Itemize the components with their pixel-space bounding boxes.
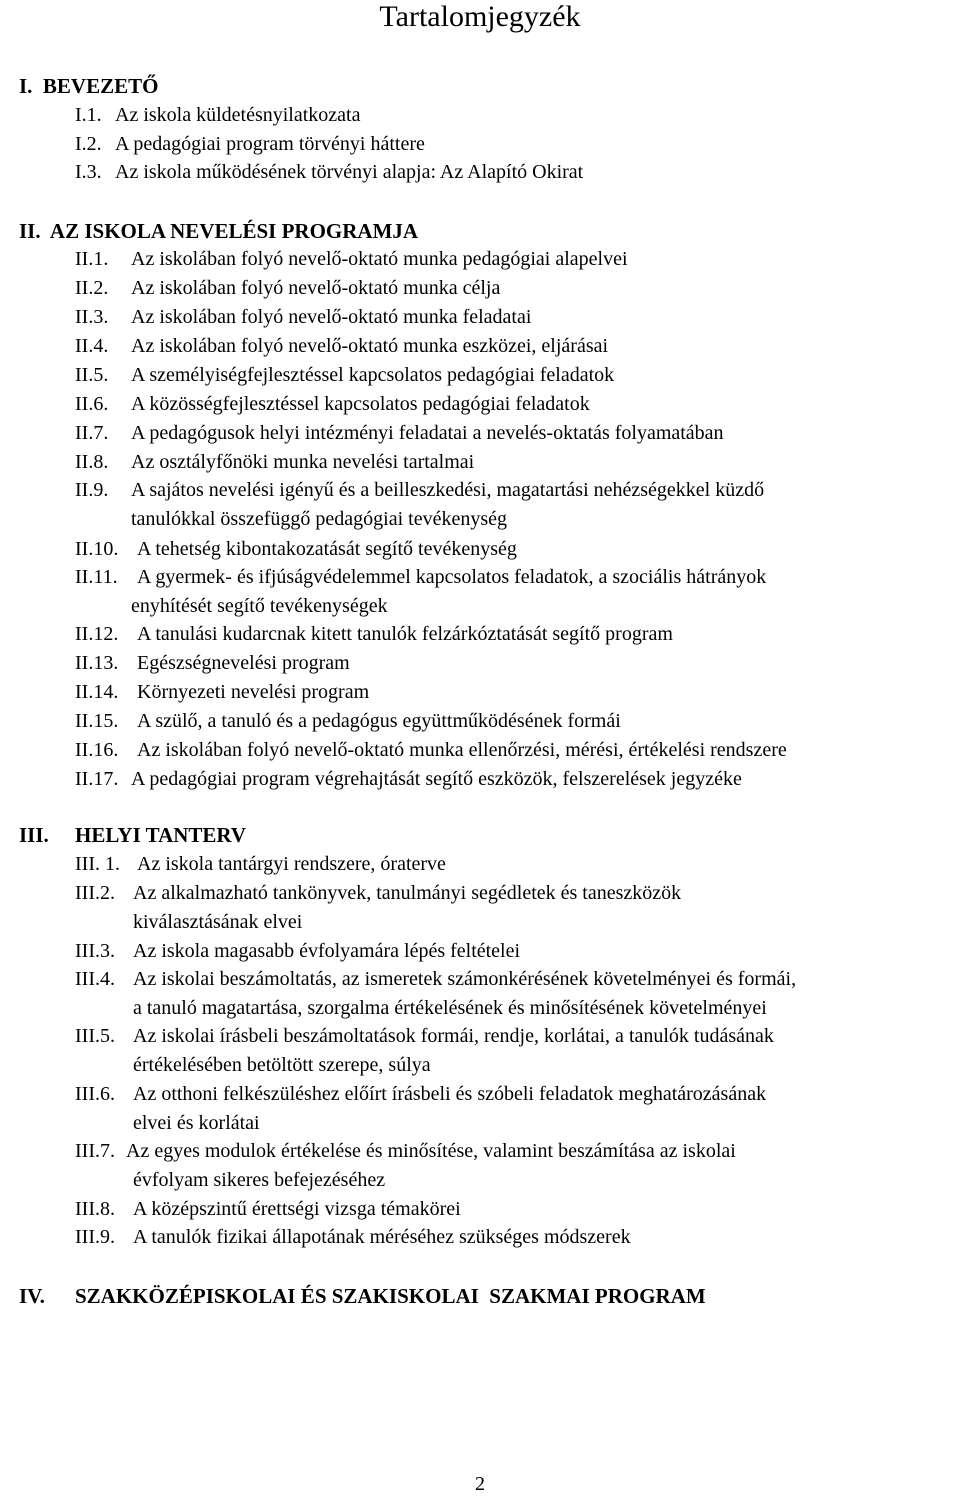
entry-text: Az iskolában folyó nevelő-oktató munka célja — [131, 277, 501, 299]
toc-entry[interactable] — [75, 707, 955, 736]
entry-number: II.14. — [75, 681, 119, 703]
toc-entry[interactable] — [75, 736, 955, 765]
entry-text: Az iskolai írásbeli beszámoltatások formái, rendje, korlátai, a tanulók tudásának — [133, 1025, 774, 1047]
entry-number: II.7. — [75, 422, 109, 444]
section-title-2: II. AZ ISKOLA NEVELÉSI PROGRAMJA — [19, 219, 419, 243]
entry-number: II.9. — [75, 479, 109, 501]
entry-number: III.4. — [75, 968, 115, 990]
entry-text: A sajátos nevelési igényű és a beilleszkedési, magatartási nehézségekkel küzdő — [131, 479, 765, 501]
entry-number: II.5. — [75, 364, 109, 386]
entry-text: Az iskola tantárgyi rendszere, óraterve — [137, 853, 446, 875]
entry-text: A tanulási kudarcnak kitett tanulók felzárkóztatását segítő program — [137, 623, 673, 645]
entry-text: Az iskolai beszámoltatás, az ismeretek számonkérésének követelményei és formái, — [133, 968, 797, 990]
toc-entry[interactable] — [75, 1137, 955, 1195]
toc-entry[interactable] — [75, 850, 955, 879]
toc-entry[interactable] — [75, 448, 955, 477]
toc-entry[interactable] — [75, 1022, 955, 1080]
toc-entry[interactable] — [75, 965, 955, 1023]
toc-entry[interactable] — [75, 476, 955, 534]
toc-entry[interactable] — [75, 765, 955, 794]
entry-number: III.7. — [75, 1140, 115, 1162]
entry-number: II.10. — [75, 538, 119, 560]
toc-entry[interactable] — [75, 274, 955, 303]
entry-number: III.3. — [75, 940, 115, 962]
entry-text: Az iskolában folyó nevelő-oktató munka ellenőrzési, mérési, értékelési rendszere — [137, 739, 787, 761]
entry-text: Az iskola küldetésnyilatkozata — [115, 104, 361, 126]
toc-entry[interactable] — [75, 245, 955, 274]
entry-number: III.5. — [75, 1025, 115, 1047]
entry-number: I.2. — [75, 133, 102, 155]
entry-text-continued: elvei és korlátai — [133, 1112, 260, 1134]
entry-text: A gyermek- és ifjúságvédelemmel kapcsolatos feladatok, a szociális hátrányok — [137, 566, 767, 588]
toc-entry[interactable] — [75, 879, 955, 937]
entry-number: II.13. — [75, 652, 119, 674]
entry-text-continued: a tanuló magatartása, szorgalma értékelésének és minősítésének követelményei — [133, 997, 767, 1019]
entry-text: A középszintű érettségi vizsga témakörei — [133, 1198, 461, 1220]
entry-text: Az alkalmazható tankönyvek, tanulmányi segédletek és taneszközök — [133, 882, 682, 904]
toc-entry[interactable] — [75, 620, 955, 649]
entry-text: Környezeti nevelési program — [137, 681, 370, 703]
entry-number: II.17. — [75, 768, 119, 790]
entry-text: Az iskolában folyó nevelő-oktató munka pedagógiai alapelvei — [131, 248, 628, 270]
entry-number: III.2. — [75, 882, 115, 904]
entry-number: III.8. — [75, 1198, 115, 1220]
entry-number: I.1. — [75, 104, 102, 126]
section-title-4: SZAKKÖZÉPISKOLAI ÉS SZAKISKOLAI SZAKMAI PROGRAM — [75, 1284, 706, 1308]
entry-number: II.3. — [75, 306, 109, 328]
entry-text-continued: tanulókkal összefüggő pedagógiai tevékenység — [131, 508, 507, 530]
entry-text: Az egyes modulok értékelése és minősítése, valamint beszámítása az iskolai — [126, 1140, 736, 1162]
toc-entry[interactable] — [75, 535, 955, 564]
entry-number: III. 1. — [75, 853, 120, 875]
entry-text-continued: enyhítését segítő tevékenységek — [131, 595, 388, 617]
toc-entry[interactable] — [75, 1080, 955, 1138]
entry-number: II.4. — [75, 335, 109, 357]
section-numeral-3: III. — [19, 823, 49, 847]
toc-entry[interactable] — [75, 332, 955, 361]
entry-number: II.8. — [75, 451, 109, 473]
entry-number: II.15. — [75, 710, 119, 732]
toc-entry[interactable] — [75, 130, 955, 159]
toc-entry[interactable] — [75, 1195, 955, 1224]
entry-text: A tehetség kibontakozatását segítő tevékenység — [137, 538, 517, 560]
entry-text: Az iskolában folyó nevelő-oktató munka feladatai — [131, 306, 532, 328]
toc-entry[interactable] — [75, 419, 955, 448]
toc-entry[interactable] — [75, 678, 955, 707]
entry-text: Egészségnevelési program — [137, 652, 350, 674]
entry-text: A pedagógusok helyi intézményi feladatai a nevelés-oktatás folyamatában — [131, 422, 724, 444]
page-title: Tartalomjegyzék — [379, 0, 581, 33]
page-number: 2 — [475, 1473, 485, 1495]
entry-text: A közösségfejlesztéssel kapcsolatos pedagógiai feladatok — [131, 393, 590, 415]
entry-text: A személyiségfejlesztéssel kapcsolatos pedagógiai feladatok — [131, 364, 615, 386]
entry-text: A szülő, a tanuló és a pedagógus együttműködésének formái — [137, 710, 621, 732]
entry-text-continued: kiválasztásának elvei — [133, 911, 303, 933]
entry-text-continued: értékelésében betöltött szerepe, súlya — [133, 1054, 431, 1076]
entry-number: II.12. — [75, 623, 119, 645]
entry-text: Az iskola működésének törvényi alapja: Az Alapító Okirat — [115, 161, 584, 183]
section-title-1: I. BEVEZETŐ — [19, 74, 159, 98]
entry-text: Az otthoni felkészüléshez előírt írásbeli és szóbeli feladatok meghatározásának — [133, 1083, 767, 1105]
section-title-3: HELYI TANTERV — [75, 823, 247, 847]
entry-text: Az iskolában folyó nevelő-oktató munka eszközei, eljárásai — [131, 335, 609, 357]
entry-number: III.6. — [75, 1083, 115, 1105]
toc-entry[interactable] — [75, 563, 955, 621]
entry-number: II.11. — [75, 566, 118, 588]
toc-entry[interactable] — [75, 101, 955, 130]
entry-number: II.1. — [75, 248, 109, 270]
entry-text-continued: évfolyam sikeres befejezéséhez — [133, 1169, 386, 1191]
section-numeral-4: IV. — [19, 1284, 45, 1308]
entry-number: II.6. — [75, 393, 109, 415]
toc-entry[interactable] — [75, 361, 955, 390]
entry-number: I.3. — [75, 161, 102, 183]
entry-number: II.16. — [75, 739, 119, 761]
toc-entry[interactable] — [75, 649, 955, 678]
entry-text: A pedagógiai program törvényi háttere — [115, 133, 425, 155]
toc-entry[interactable] — [75, 1223, 955, 1252]
toc-entry[interactable] — [75, 937, 955, 966]
entry-number: II.2. — [75, 277, 109, 299]
toc-entry[interactable] — [75, 390, 955, 419]
entry-number: III.9. — [75, 1226, 115, 1248]
toc-entry[interactable] — [75, 303, 955, 332]
entry-text: Az osztályfőnöki munka nevelési tartalmai — [131, 451, 475, 473]
toc-entry[interactable] — [75, 158, 955, 187]
entry-text: Az iskola magasabb évfolyamára lépés feltételei — [133, 940, 521, 962]
entry-text: A pedagógiai program végrehajtását segítő eszközök, felszerelések jegyzéke — [131, 768, 742, 790]
entry-text: A tanulók fizikai állapotának méréséhez szükséges módszerek — [133, 1226, 631, 1248]
